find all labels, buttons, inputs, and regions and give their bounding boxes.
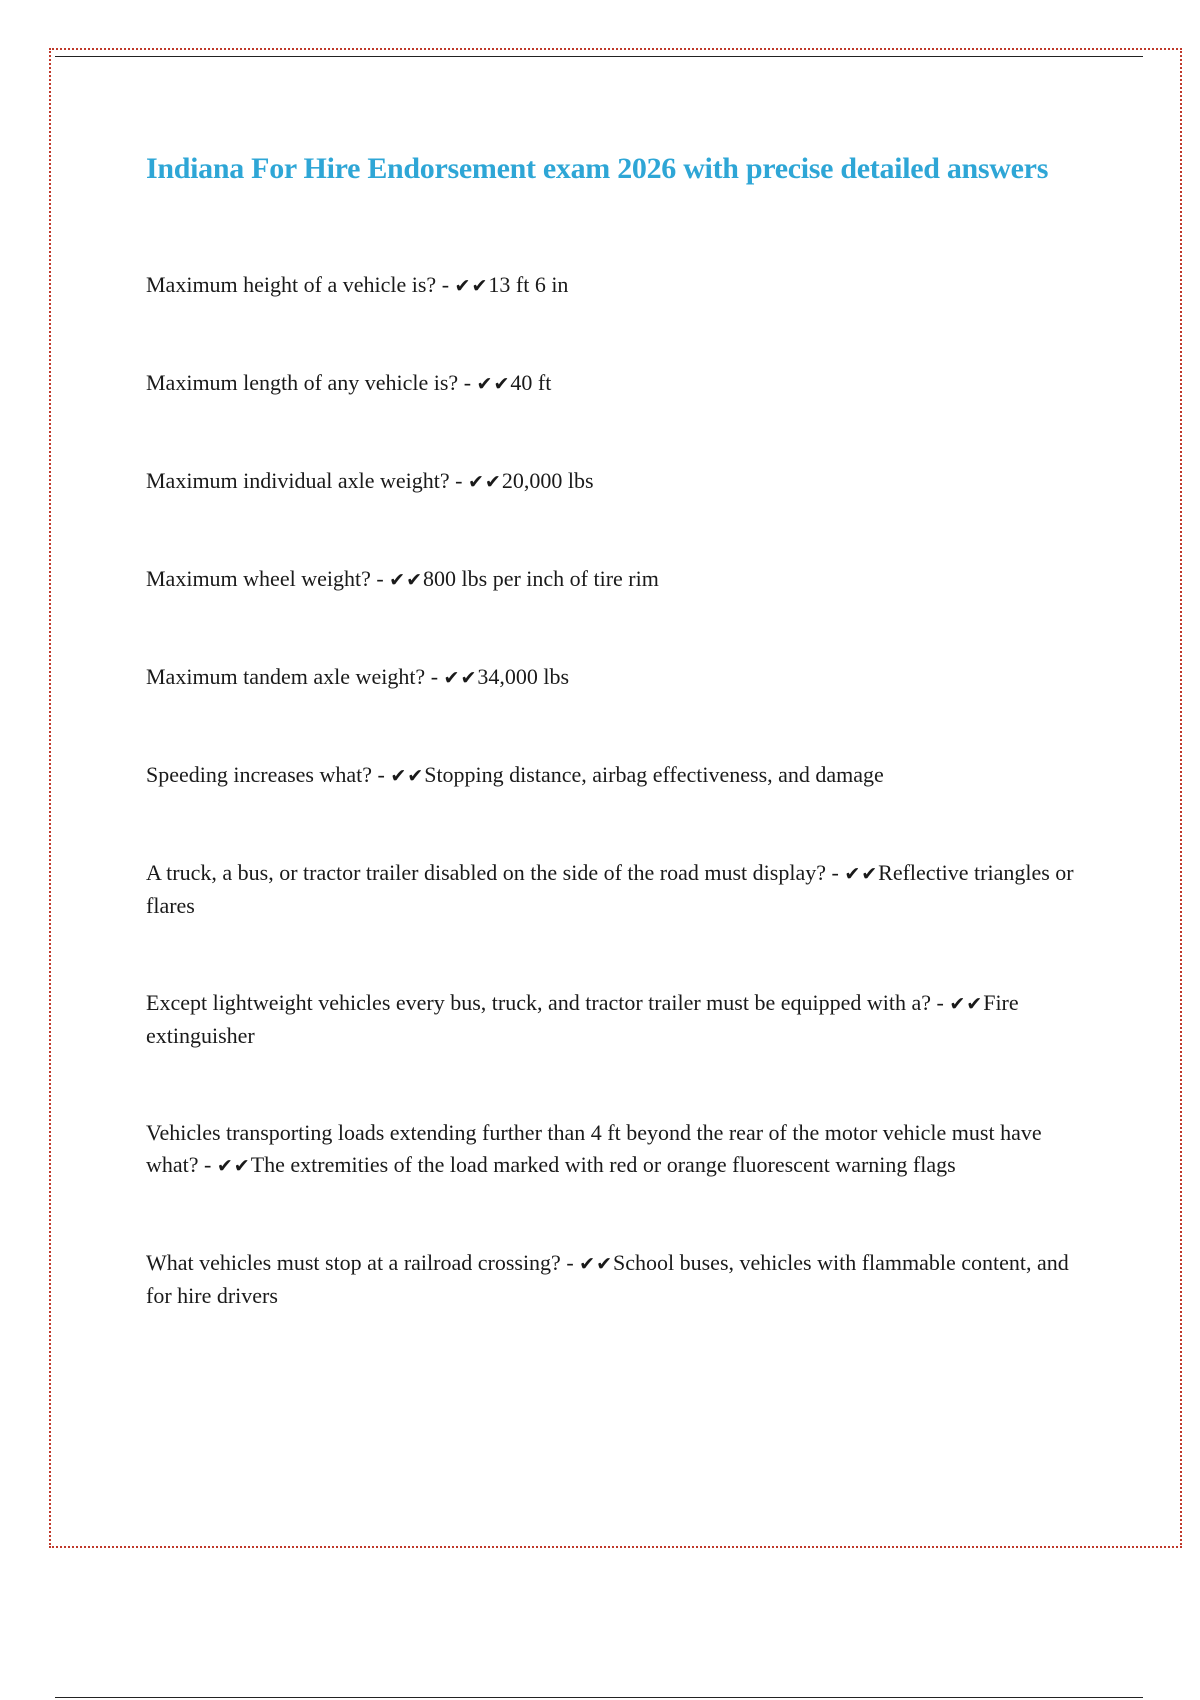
double-check-icon: ✔✔	[844, 863, 879, 885]
qa-item	[146, 857, 1096, 922]
separator: -	[370, 566, 390, 591]
answer-text: 800 lbs per inch of tire rim	[423, 566, 659, 591]
separator: -	[425, 664, 444, 689]
question-text: A truck, a bus, or tractor trailer disabled on the side of the road must display?	[146, 860, 826, 885]
qa-item	[146, 367, 1096, 400]
separator: -	[825, 860, 845, 885]
double-check-icon: ✔✔	[949, 993, 984, 1015]
double-check-icon: ✔✔	[216, 1155, 251, 1177]
answer-text: 40 ft	[510, 370, 552, 395]
question-text: Maximum individual axle weight?	[146, 468, 450, 493]
qa-item	[146, 1117, 1096, 1182]
question-text: Vehicles transporting loads extending further than 4 ft beyond the rear of the motor vehicle must have what?	[146, 1120, 1042, 1177]
double-check-icon: ✔✔	[468, 471, 502, 493]
separator: -	[449, 468, 468, 493]
answer-text: School buses, vehicles with flammable content, and for hire drivers	[146, 1250, 1069, 1308]
double-check-icon: ✔✔	[579, 1253, 613, 1275]
question-text: Maximum length of any vehicle is?	[146, 370, 459, 395]
double-check-icon: ✔✔	[454, 275, 489, 297]
bottom-divider	[55, 1697, 1143, 1698]
question-text: Except lightweight vehicles every bus, truck, and tractor trailer must be equipped with a?	[146, 990, 932, 1015]
separator: -	[458, 370, 477, 395]
answer-text: 34,000 lbs	[477, 664, 570, 689]
question-text: Maximum height of a vehicle is?	[146, 272, 437, 297]
separator: -	[372, 762, 391, 787]
document-body	[146, 138, 1096, 1312]
question-text: Speeding increases what?	[146, 762, 373, 787]
separator: -	[931, 990, 950, 1015]
question-text: Maximum wheel weight?	[146, 566, 371, 591]
qa-item	[146, 661, 1096, 694]
qa-item	[146, 269, 1096, 302]
qa-item	[146, 987, 1096, 1052]
top-divider	[55, 56, 1143, 57]
double-check-icon: ✔✔	[476, 373, 511, 395]
qa-item	[146, 759, 1096, 792]
answer-text: Fire extinguisher	[146, 990, 1019, 1048]
qa-item	[146, 465, 1096, 498]
double-check-icon: ✔✔	[389, 569, 424, 591]
separator: -	[198, 1152, 217, 1177]
answer-text: Reflective triangles or flares	[146, 860, 1074, 918]
qa-list	[146, 269, 1096, 1312]
question-text: Maximum tandem axle weight?	[146, 664, 426, 689]
separator: -	[560, 1250, 580, 1275]
answer-text: 13 ft 6 in	[488, 272, 569, 297]
double-check-icon: ✔✔	[390, 765, 425, 787]
question-text: What vehicles must stop at a railroad crossing?	[146, 1250, 561, 1275]
answer-text: The extremities of the load marked with red or orange fluorescent warning flags	[250, 1152, 956, 1177]
answer-text: Stopping distance, airbag effectiveness, and damage	[424, 762, 884, 787]
qa-item	[146, 1247, 1096, 1312]
answer-text: 20,000 lbs	[501, 468, 594, 493]
double-check-icon: ✔✔	[443, 667, 478, 689]
qa-item	[146, 563, 1096, 596]
document-title: Indiana For Hire Endorsement exam 2026 with precise detailed answers	[146, 152, 1049, 185]
separator: -	[436, 272, 455, 297]
